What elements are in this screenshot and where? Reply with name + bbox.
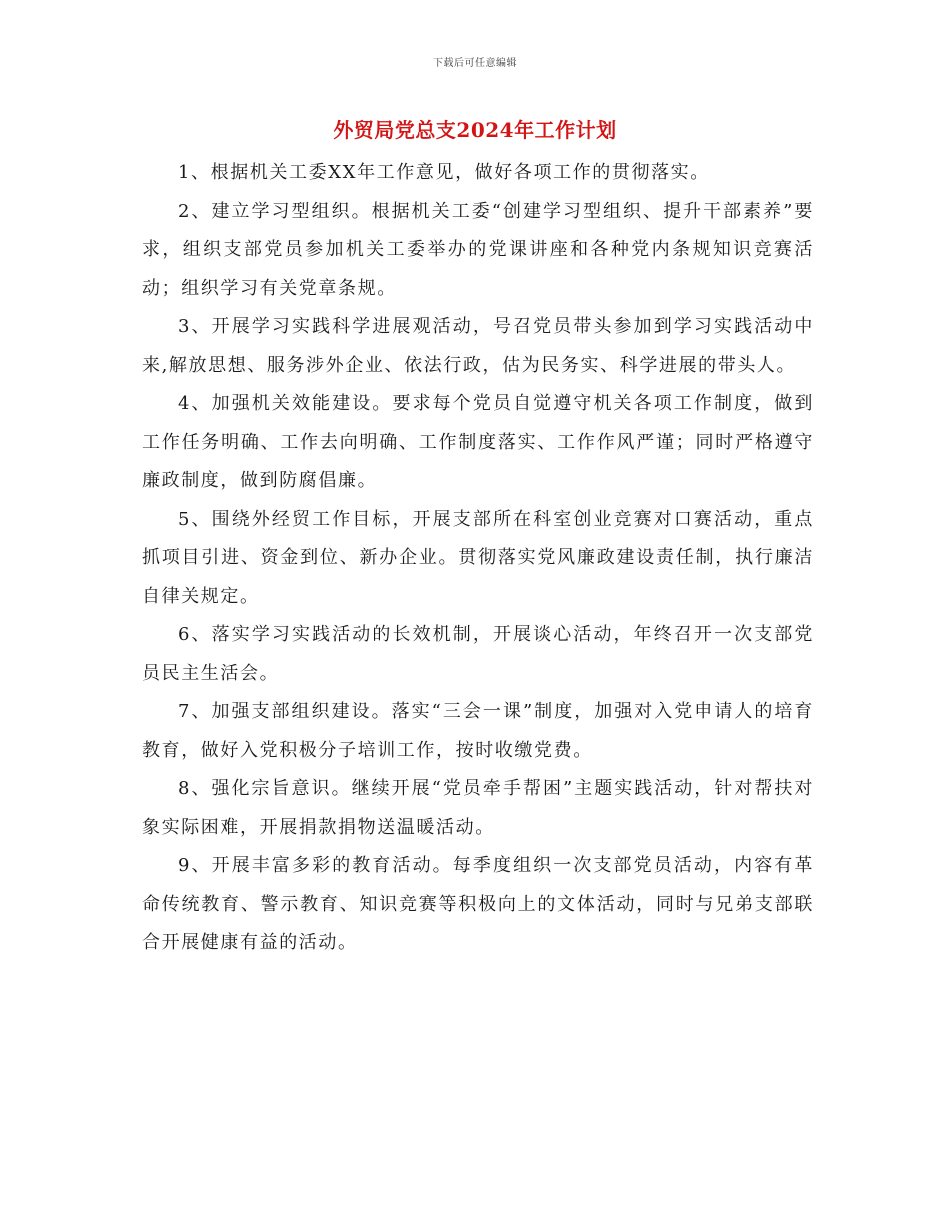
paragraph-4: 4、加强机关效能建设。要求每个党员自觉遵守机关各项工作制度，做到工作任务明确、工作去向明确、工作制度落实、工作作风严谨；同时严格遵守廉政制度，做到防腐倡廉。 <box>142 393 814 491</box>
paragraph-1: 1、根据机关工委XX年工作意见，做好各项工作的贯彻落实。 <box>178 162 710 183</box>
document-body <box>142 154 814 963</box>
document-title: 外贸局党总支2024年工作计划 <box>333 118 617 142</box>
paragraph-6: 6、落实学习实践活动的长效机制，开展谈心活动，年终召开一次支部党员民主生活会。 <box>142 624 814 684</box>
paragraph-5: 5、围绕外经贸工作目标，开展支部所在科室创业竞赛对口赛活动，重点抓项目引进、资金到位、新办企业。贯彻落实党风廉政建设责任制，执行廉洁自律关规定。 <box>142 508 814 607</box>
paragraph-9: 9、开展丰富多彩的教育活动。每季度组织一次支部党员活动，内容有革命传统教育、警示教育、知识竞赛等积极向上的文体活动，同时与兄弟支部联合开展健康有益的活动。 <box>142 855 814 953</box>
header-note: 下载后可任意编辑 <box>433 58 517 69</box>
paragraph-2: 2、建立学习型组织。根据机关工委“创建学习型组织、提升干部素养”要求，组织支部党员参加机关工委举办的党课讲座和各种党内条规知识竞赛活动；组织学习有关党章条规。 <box>142 200 814 299</box>
paragraph-7: 7、加强支部组织建设。落实“三会一课”制度，加强对入党申请人的培育教育，做好入党积极分子培训工作，按时收缴党费。 <box>142 701 814 761</box>
paragraph-3: 3、开展学习实践科学进展观活动，号召党员带头参加到学习实践活动中来,解放思想、服务涉外企业、依法行政，估为民务实、科学进展的带头人。 <box>142 316 814 376</box>
paragraph-8: 8、强化宗旨意识。继续开展“党员牵手帮困”主题实践活动，针对帮扶对象实际困难，开展捐款捐物送温暖活动。 <box>142 778 814 838</box>
